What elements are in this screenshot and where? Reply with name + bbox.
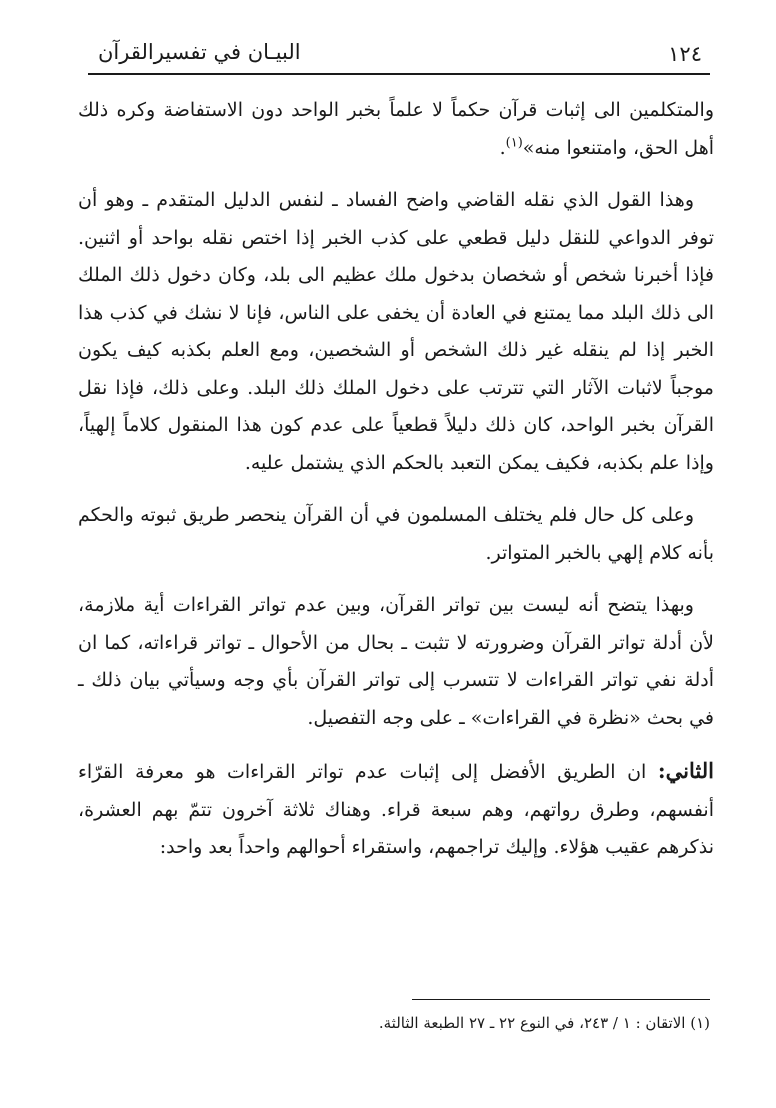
running-title: البيـان في تفسيرالقرآن	[98, 40, 301, 64]
footnote: (١) الاتقان : ١ / ٢٤٣، في النوع ٢٢ ـ ٢٧ الطبعة الثالثة.	[378, 1014, 710, 1032]
paragraph-text: والمتكلمين الى إثبات قرآن حكماً لا علماً بخبر الواحد دون الاستفاضة وكره ذلك أهل الحق، وامتنعوا منه»	[78, 99, 714, 159]
header-rule	[88, 73, 710, 75]
page-number: ١٢٤	[668, 42, 702, 66]
paragraph-second-point	[78, 752, 714, 867]
second-point-heading: الثاني:	[657, 758, 714, 783]
footnote-rule	[412, 999, 710, 1000]
footnote-reference: (١)	[505, 135, 523, 151]
second-point-text: ان الطريق الأفضل إلى إثبات عدم تواتر القراءات هو معرفة القرّاء أنفسهم، وطرق رواتهم، وهم سبعة قراء. وهناك ثلاثة آخرون تتمّ بهم العشرة، نذكرهم عقيب هؤلاء. وإليك تراجمهم، واستقراء أحوالهم واحداً بعد واحد:	[78, 761, 714, 858]
page-header	[90, 38, 710, 74]
paragraph-refutation: وهذا القول الذي نقله القاضي واضح الفساد ـ لنفس الدليل المتقدم ـ وهو أن توفر الدواعي للنقل دليل قطعي على كذب الخبر إذا اختص نقله بواحد أو اثنين. فإذا أخبرنا شخص أو شخصان بدخول ملك عظيم الى بلد، وكان دخول ذلك الملك الى ذلك البلد مما يمتنع في العادة أن يخفى على الناس، فإنا لا نشك في كذب هذا الخبر إذا لم ينقله غير ذلك الشخص أو الشخصين، ومع العلم بكذبه كيف يكون موجباً لاثبات الآثار التي تترتب على دخول الملك ذلك البلد. وعلى ذلك، فإذا نقل القرآن بخبر الواحد، كان ذلك دليلاً قطعياً على عدم كون هذا المنقول كلاماً إلهياً، وإذا علم بكذبه، فكيف يمكن التعبد بالحكم الذي يشتمل عليه.	[78, 189, 714, 474]
paragraph-quote-end: والمتكلمين الى إثبات قرآن حكماً لا علماً بخبر الواحد دون الاستفاضة وكره ذلك أهل الحق، وامتنعوا منه»$^{(١)}$.	[78, 99, 714, 159]
body-text	[78, 92, 714, 882]
paragraph-no-correlation: وبهذا يتضح أنه ليست بين تواتر القرآن، وبين عدم تواتر القراءات أية ملازمة، لأن أدلة تواتر القرآن وضرورته لا تثبت ـ بحال من الأحوال ـ تواتر قراءاته، كما ان أدلة نفي تواتر القراءات لا تتسرب إلى تواتر القرآن بأي وجه وسيأتي بيان ذلك ـ في بحث «نظرة في القراءات» ـ على وجه التفصيل.	[78, 594, 714, 729]
paragraph-consensus: وعلى كل حال فلم يختلف المسلمون في أن القرآن ينحصر طريق ثبوته والحكم بأنه كلام إلهي بالخبر المتواتر.	[78, 504, 714, 564]
